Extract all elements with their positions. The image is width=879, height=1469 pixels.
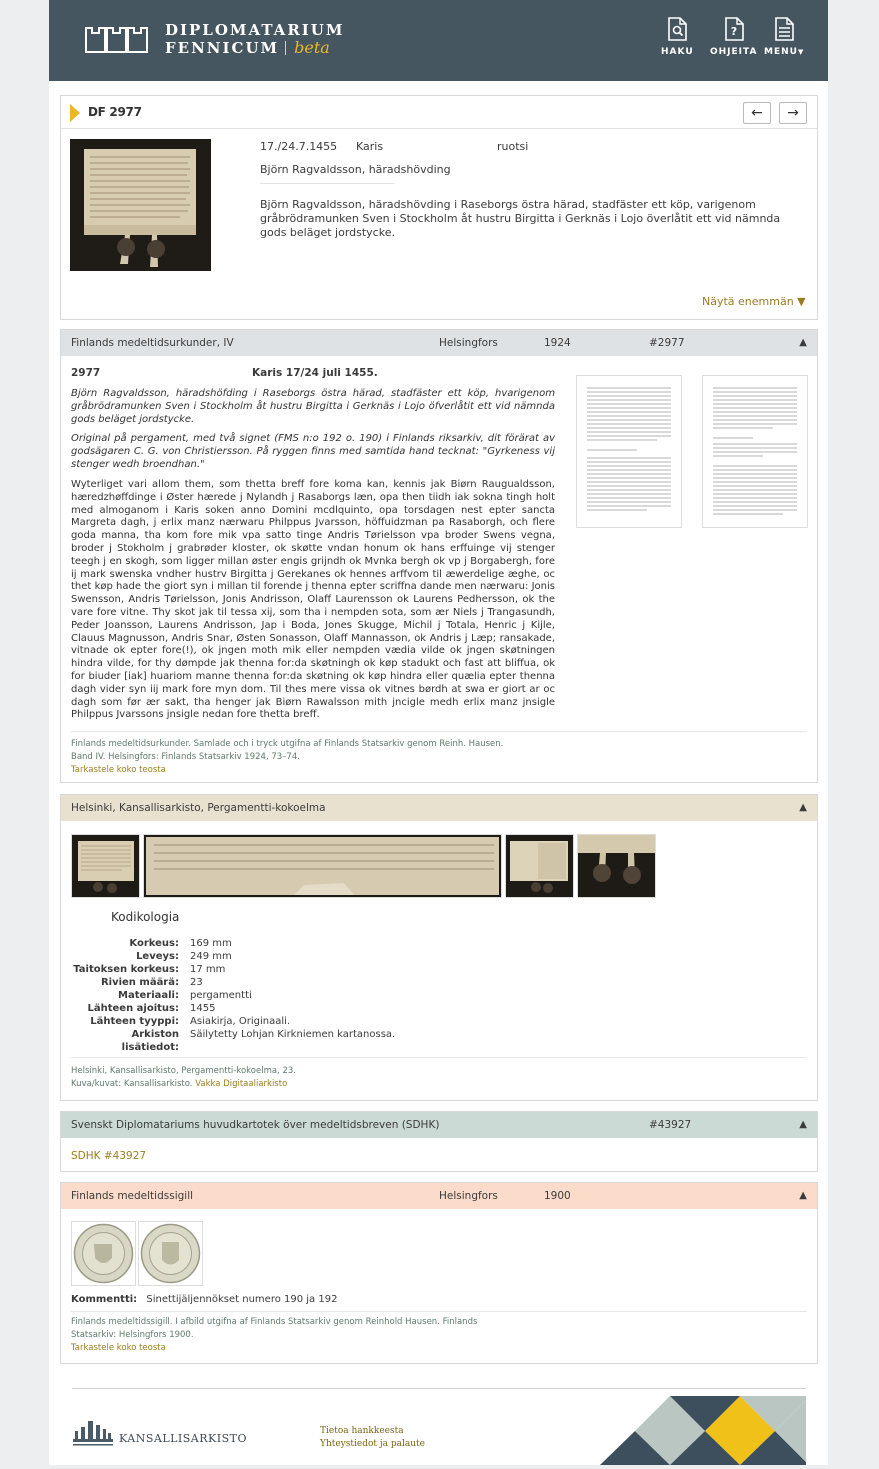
sigill-source-line-2: Statsarkiv: Helsingfors 1900.	[71, 1330, 194, 1340]
archive-image-credit: Kuva/kuvat: Kansallisarkisto.	[71, 1079, 193, 1089]
svg-text:?: ?	[730, 25, 738, 38]
fmu-number: #2977	[649, 337, 685, 349]
sigill-comment	[71, 1294, 337, 1305]
document-thumbnail[interactable]	[70, 139, 211, 271]
fmu-regest: Björn Ragvaldsson, häradshöfding i Raseborgs östra härad, stadfäster ett köp, hvarigenom gråbrödramunken Sven i Stockholm åt hustru Birgitta i Gerknäs i Lojo öfverlåtit ett vid nämnda gods beläget jordstycke.	[71, 388, 555, 425]
sigill-source-line-1: Finlands medeltidssigill. I afbild utgifna af Finlands Statsarkiv genom Reinhold Hausen. Finlands	[71, 1317, 478, 1327]
field-dating: Lähteen ajoitus: 1455	[87, 1003, 216, 1014]
archive-image-1[interactable]	[71, 834, 140, 898]
archive-image-4[interactable]	[577, 834, 656, 898]
seal-image-2[interactable]	[138, 1221, 203, 1286]
show-more-link[interactable]: Näytä enemmän ▼	[702, 295, 806, 308]
fmu-doc-number: 2977	[71, 367, 101, 379]
sigill-source	[71, 1316, 477, 1355]
menu-icon	[773, 17, 795, 41]
sigill-comment-label: Kommentti:	[71, 1294, 138, 1305]
vakka-link[interactable]: Vakka	[195, 1079, 221, 1089]
sdhk-section	[60, 1111, 818, 1172]
site-header	[49, 0, 828, 81]
sigill-collapse-icon[interactable]: ▲	[799, 1190, 807, 1201]
archive-header[interactable]	[61, 795, 817, 821]
codicology-title: Kodikologia	[111, 910, 180, 924]
field-height: Korkeus: 169 mm	[129, 938, 232, 949]
sigill-view-full-link[interactable]: Tarkastele koko teosta	[71, 1343, 166, 1353]
document-card-header	[61, 96, 817, 129]
page	[49, 0, 828, 1465]
sdhk-collapse-icon[interactable]: ▲	[799, 1119, 807, 1130]
footer-decoration	[600, 1396, 806, 1469]
nav-search-label: HAKU	[661, 47, 694, 57]
about-project-link[interactable]: Tietoa hankkeesta	[320, 1426, 404, 1436]
nav-menu-label: MENU	[764, 47, 798, 57]
digitaaliarkisto-link[interactable]: Digitaaliarkisto	[223, 1079, 288, 1089]
document-id: DF 2977	[88, 105, 142, 119]
footer-links	[320, 1425, 425, 1451]
archive-image-3[interactable]	[505, 834, 574, 898]
fmu-title: Finlands medeltidsurkunder, IV	[71, 337, 234, 349]
archive-section	[60, 794, 818, 1101]
sigill-place: Helsingfors	[439, 1190, 498, 1202]
nav-help-label: OHJEITA	[710, 47, 758, 57]
document-date: 17./24.7.1455	[260, 140, 338, 153]
fmu-header[interactable]	[61, 330, 817, 356]
fmu-year: 1924	[544, 337, 571, 349]
fmu-section	[60, 329, 818, 783]
fmu-place: Helsingfors	[439, 337, 498, 349]
seal-image-1[interactable]	[71, 1221, 136, 1286]
sigill-title: Finlands medeltidssigill	[71, 1190, 194, 1202]
field-archive-info: Arkiston lisätiedot: Säilytetty Lohjan Kirkniemen kartanossa.	[121, 1029, 396, 1053]
search-document-icon	[666, 17, 688, 41]
codicology-fields	[71, 937, 471, 1054]
fmu-source	[71, 738, 503, 777]
nav-menu[interactable]: MENU▼	[764, 17, 804, 57]
next-document-button[interactable]: →	[779, 102, 807, 124]
document-issuer: Björn Ragvaldsson, häradshövding	[260, 163, 395, 184]
prev-document-button[interactable]: ←	[743, 102, 771, 124]
document-language: ruotsi	[497, 140, 529, 153]
fmu-source-line-2: Band IV. Helsingfors: Finlands Statsarkiv 1924, 73–74.	[71, 752, 300, 762]
fmu-note: Original på pergament, med två signet (FMS n:o 192 o. 190) i Finlands riksarkiv, dit förärat av godsägaren C. G. von Christiersson. På ryggen finns med samtida hand tecknat: "Gyrkeness vij stenger wedh broendhan."	[71, 433, 555, 470]
sdhk-link[interactable]: SDHK #43927	[71, 1150, 147, 1162]
sdhk-title: Svenskt Diplomatariums huvudkartotek över medeltidsbreven (SDHK)	[71, 1119, 440, 1131]
logo-icon[interactable]	[85, 24, 149, 58]
contact-feedback-link[interactable]: Yhteystiedot ja palaute	[320, 1439, 425, 1449]
flag-marker-icon	[70, 104, 80, 122]
archive-ref-line: Helsinki, Kansallisarkisto, Pergamentti-kokoelma, 23.	[71, 1066, 297, 1076]
field-width: Leveys: 249 mm	[136, 951, 232, 962]
sigill-section	[60, 1182, 818, 1364]
help-document-icon	[723, 17, 745, 41]
archive-collapse-icon[interactable]: ▲	[799, 802, 807, 813]
document-summary: Björn Ragvaldsson, häradshövding i Raseborgs östra härad, stadfäster ett köp, varigenom gråbrödramunken Sven i Stockholm åt hustru Birgitta i Gerknäs i Lojo överlåtit ett vid nämnda gods beläget jordstycke.	[260, 198, 781, 239]
footer-org-name: KANSALLISARKISTO	[119, 1432, 247, 1445]
field-source-type: Lähteen tyyppi: Asiakirja, Originaali.	[90, 1016, 291, 1027]
sigill-header[interactable]	[61, 1183, 817, 1209]
sdhk-header[interactable]	[61, 1112, 817, 1138]
logo-line-2: FENNICUM	[165, 39, 280, 57]
site-logo-text[interactable]	[165, 22, 345, 57]
logo-line-1: DIPLOMATARIUM	[165, 21, 345, 39]
fmu-page-thumbnail-1[interactable]	[576, 375, 682, 528]
archive-source	[71, 1065, 296, 1091]
archive-image-2[interactable]	[143, 834, 502, 898]
document-card	[60, 95, 818, 320]
nav-help[interactable]	[710, 17, 757, 57]
field-fold-height: Taitoksen korkeus: 17 mm	[73, 964, 226, 975]
fmu-view-full-link[interactable]: Tarkastele koko teosta	[71, 765, 166, 775]
logo-beta: beta	[294, 38, 330, 57]
fmu-text: Wyterliget vari allom them, som thetta breff fore koma kan, kennis jak Biørn Raugualdsson, hæredzhøffdinge i Øster hærede j Nylandh j Rasaborgs læn, opa then tiidh iak sokna tingh holt med almoganom i Karis soken anno Domini mcdlquinto, opa torsdagen nest epter sancta Margreta dagh, j erlix manz nærwaru Philppus Jvarsson, höffuidzman pa Rasaborgh, och flere goda manna, tha kom fore mik vpa satto tinge Andris Tørielsson vpa broder Swens vegna, broder j Stokholm j grabrøder kloster, ok skøtte vndan honum ok hans erffuinge vij stenger teegh j en skogh, som ligger millan øster engis grijndh ok Mvnka bergh ok vp j Borgabergh, fore ij mark swenska vndher hustrv Birgitta j Gerekanes ok hennes arffvom til æwerdelige æghe, oc thet køp hade the giort syn i millan til forende j thenna epter scriffna dande men nærwaru: Jonis Swensson, Andris Tørielsson, Jonis Andrisson, Olaff Laurensson ok Laurens Pedhersson, ok the vare fore vitne. Thy skot jak til tessa xij, som tha i nempden sota, som ær Niels j Trangasundh, Peder Joansson, Laurens Andrisson, Jap i Boda, Jones Skugge, Michil j Totala, Henric j Kijle, Clauus Magnusson, Andris Snar, Østen Sonasson, Olaff Mannasson, ok Andris j Læp; ransakade, vitnade ok epter fore(!), ok jngen moth mik eller nempden vædia vilde ok jngen skøtningen hindra vilde, for thy dømpde jak thenna for:da skøtningh ok køp stadukt och fast att bliffua, ok for biuder [iak] huariom manne thenna for:da skøtning ok køp hindra eller quælia epter thenna dagh vider syn iij mark fore myn dom. Til thes mere vissa ok vitnes børdh at swa er giort ar oc dagh som før ær sakt, tha henger jak Biørn Rawalsson mith jncigle medh erlix manz jnsigle Philppus Jvarssons jnsigle nedan fore thetta breff.	[71, 479, 555, 721]
document-place: Karis	[356, 140, 384, 153]
fmu-collapse-icon[interactable]: ▲	[799, 337, 807, 348]
kansallisarkisto-emblem-icon	[71, 1415, 115, 1449]
fmu-source-line-1: Finlands medeltidsurkunder. Samlade och i tryck utgifna af Finlands Statsarkiv genom Reinh. Hausen.	[71, 739, 504, 749]
field-line-count: Rivien määrä: 23	[100, 977, 203, 988]
kansallisarkisto-logo[interactable]	[71, 1415, 247, 1449]
archive-title: Helsinki, Kansallisarkisto, Pergamentti-kokoelma	[71, 802, 326, 814]
sigill-year: 1900	[544, 1190, 571, 1202]
sdhk-number: #43927	[649, 1119, 692, 1131]
nav-search[interactable]	[661, 17, 694, 57]
field-material: Materiaali: pergamentti	[118, 990, 252, 1001]
fmu-heading: Karis 17/24 juli 1455.	[252, 367, 378, 379]
fmu-page-thumbnail-2[interactable]	[702, 375, 808, 528]
sigill-comment-value: Sinettijäljennökset numero 190 ja 192	[146, 1294, 338, 1305]
